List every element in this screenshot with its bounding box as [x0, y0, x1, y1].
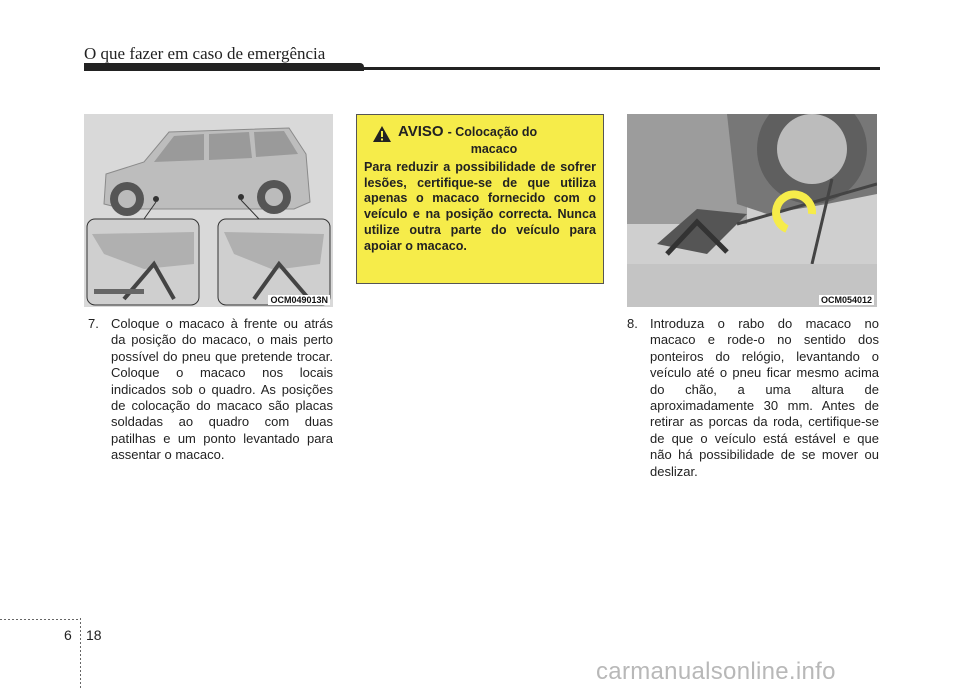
warning-word: AVISO	[398, 123, 444, 140]
jack-position-illustration	[84, 114, 333, 307]
step-text: Introduza o rabo do macaco no macaco e rode-o no sentido dos ponteiros do relógio, levantando o veículo até o pneu ficar mesmo acima do chão, a uma altura de aproximadamente 30 mm. Antes de retirar as porcas da roda, certifique-se de que o veículo está estável e que não há possibilidade de se mover ou deslizar.	[650, 316, 879, 479]
footer-vertical-divider	[80, 618, 81, 689]
jack-raising-drawing	[627, 114, 877, 307]
page-number: 18	[86, 627, 102, 643]
step-7	[88, 316, 333, 464]
figure-code-left: OCM049013N	[270, 295, 328, 305]
step-number: 7.	[88, 316, 99, 331]
header-rule	[84, 67, 880, 70]
warning-subtitle-cont: macaco	[470, 142, 518, 156]
warning-subtitle: - Colocação do	[447, 125, 538, 139]
warning-body: Para reduzir a possibilidade de sofrer lesões, certifique-se de que utiliza apenas o macaco fornecido com o veículo e na posição correcta. Nunca utilize outra parte do veículo para apoiar o macaco.	[364, 160, 596, 253]
warning-box	[356, 114, 604, 284]
warning-triangle-icon	[372, 125, 392, 143]
watermark: carmanualsonline.info	[596, 658, 836, 685]
step-number: 8.	[627, 316, 638, 331]
step-text: Coloque o macaco à frente ou atrás da posição do macaco, o mais perto possível do pneu que pretende trocar. Coloque o macaco nos locais indicados sob o quadro. As posições de colocação do macaco são placas soldadas ao quadro com duas patilhas e um ponto levantado para assentar o macaco.	[111, 316, 333, 463]
chapter-number: 6	[64, 627, 72, 643]
page-header-title: O que fazer em caso de emergência	[84, 44, 326, 63]
figure-code-right: OCM054012	[820, 295, 872, 305]
car-jack-points-drawing	[84, 114, 333, 307]
warning-header	[372, 123, 596, 143]
jack-handle-illustration	[627, 114, 877, 307]
footer-horizontal-divider	[0, 619, 80, 620]
step-8	[627, 316, 879, 480]
